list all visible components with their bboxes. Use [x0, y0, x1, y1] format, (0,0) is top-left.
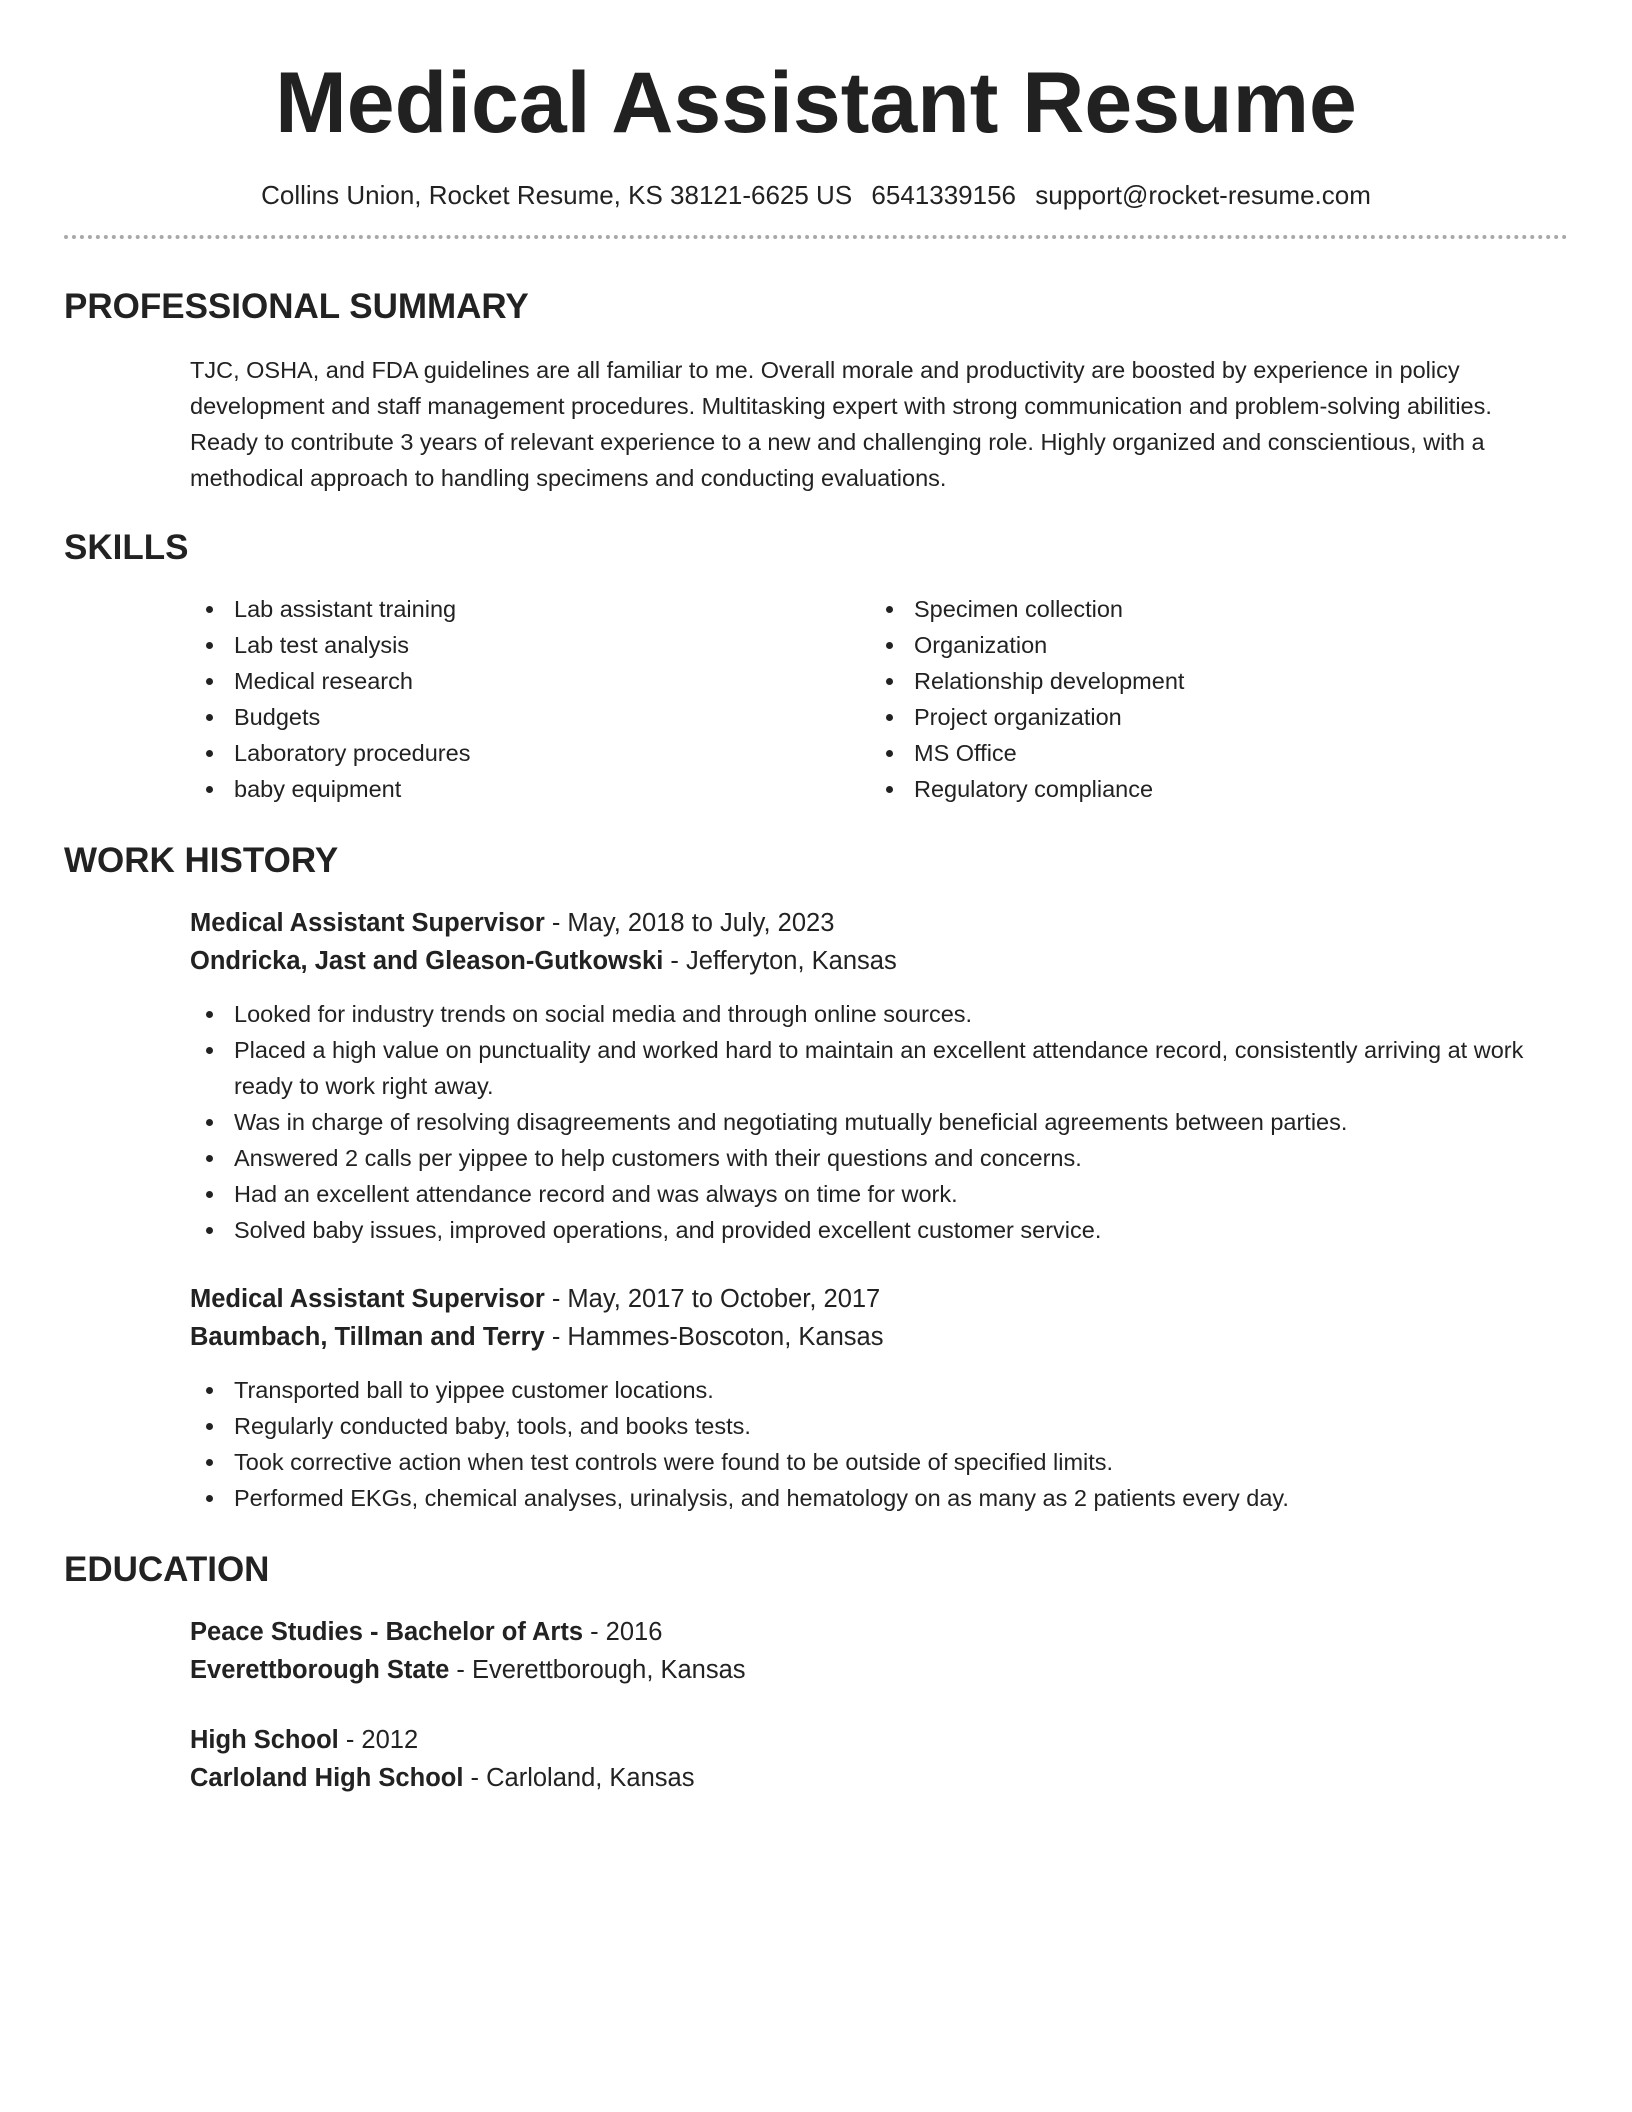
skill-item: Budgets	[190, 699, 870, 735]
header-divider	[64, 235, 1568, 239]
job-title-line	[190, 904, 1568, 942]
education-location: - Everettborough, Kansas	[449, 1656, 746, 1684]
job-dates: - May, 2017 to October, 2017	[544, 1285, 881, 1313]
job-title: Medical Assistant Supervisor	[190, 1285, 545, 1313]
skills-list	[64, 591, 1568, 807]
work-history-heading: WORK HISTORY	[64, 841, 339, 880]
job-title: Medical Assistant Supervisor	[190, 909, 545, 937]
skill-item: Project organization	[870, 699, 1550, 735]
resume-title: Medical Assistant Resume	[275, 55, 1357, 151]
duty-item: Transported ball to yippee customer locations.	[190, 1372, 1548, 1408]
job-title-line	[190, 1280, 1568, 1318]
job-duties	[190, 1372, 1568, 1516]
education-heading: EDUCATION	[64, 1550, 270, 1589]
job-location: - Hammes-Boscoton, Kansas	[544, 1323, 884, 1351]
duty-item: Was in charge of resolving disagreements and negotiating mutually beneficial agreements between parties.	[190, 1104, 1548, 1140]
education-degree-line	[190, 1721, 1568, 1759]
job-dates: - May, 2018 to July, 2023	[544, 909, 835, 937]
education-school: Carloland High School	[190, 1764, 464, 1792]
education-location: - Carloland, Kansas	[463, 1764, 695, 1792]
education-entry	[64, 1721, 1568, 1797]
duty-item: Regularly conducted baby, tools, and books tests.	[190, 1408, 1548, 1444]
skill-item: Laboratory procedures	[190, 735, 870, 771]
job-company: Ondricka, Jast and Gleason-Gutkowski	[190, 947, 664, 975]
duty-item: Placed a high value on punctuality and worked hard to maintain an excellent attendance record, consistently arriving at work ready to work right away.	[190, 1032, 1548, 1104]
education-school-line	[190, 1759, 1568, 1797]
skill-item: Regulatory compliance	[870, 771, 1550, 807]
skill-item: Lab assistant training	[190, 591, 870, 627]
job-company-line	[190, 1318, 1568, 1356]
education-degree: Peace Studies - Bachelor of Arts	[190, 1618, 584, 1646]
education-degree-line	[190, 1613, 1568, 1651]
skill-item: Medical research	[190, 663, 870, 699]
skill-item: Organization	[870, 627, 1550, 663]
education-year: - 2016	[583, 1618, 663, 1646]
job-entry	[64, 904, 1568, 1248]
skills-heading: SKILLS	[64, 528, 189, 567]
skills-column-right	[870, 591, 1550, 807]
skill-item: MS Office	[870, 735, 1550, 771]
summary-heading: PROFESSIONAL SUMMARY	[64, 287, 529, 326]
contact-phone: 6541339156	[871, 180, 1017, 210]
duty-item: Performed EKGs, chemical analyses, urinalysis, and hematology on as many as 2 patients every day.	[190, 1480, 1548, 1516]
skills-column-left	[190, 591, 870, 807]
duty-item: Took corrective action when test controls were found to be outside of specified limits.	[190, 1444, 1548, 1480]
job-entry	[64, 1280, 1568, 1516]
contact-email: support@rocket-resume.com	[1035, 180, 1371, 210]
job-location: - Jefferyton, Kansas	[663, 947, 897, 975]
education-year: - 2012	[338, 1726, 419, 1754]
skill-item: Relationship development	[870, 663, 1550, 699]
duty-item: Had an excellent attendance record and was always on time for work.	[190, 1176, 1548, 1212]
job-duties	[190, 996, 1568, 1248]
duty-item: Looked for industry trends on social media and through online sources.	[190, 996, 1548, 1032]
education-school-line	[190, 1651, 1568, 1689]
contact-line	[64, 180, 1568, 211]
education-entry	[64, 1613, 1568, 1689]
contact-address: Collins Union, Rocket Resume, KS 38121-6625 US	[261, 180, 853, 210]
summary-text: TJC, OSHA, and FDA guidelines are all familiar to me. Overall morale and productivity are boosted by experience in policy development and staff management procedures. Multitasking expert with strong communication and problem-solving abilities. Ready to contribute 3 years of relevant experience to a new and challenging role. Highly organized and conscientious, with a methodical approach to handling specimens and conducting evaluations.	[190, 357, 1492, 491]
job-company-line	[190, 942, 1568, 980]
skill-item: baby equipment	[190, 771, 870, 807]
skill-item: Specimen collection	[870, 591, 1550, 627]
skill-item: Lab test analysis	[190, 627, 870, 663]
duty-item: Solved baby issues, improved operations, and provided excellent customer service.	[190, 1212, 1548, 1248]
education-degree: High School	[190, 1726, 339, 1754]
education-school: Everettborough State	[190, 1656, 450, 1684]
duty-item: Answered 2 calls per yippee to help customers with their questions and concerns.	[190, 1140, 1548, 1176]
job-company: Baumbach, Tillman and Terry	[190, 1323, 545, 1351]
